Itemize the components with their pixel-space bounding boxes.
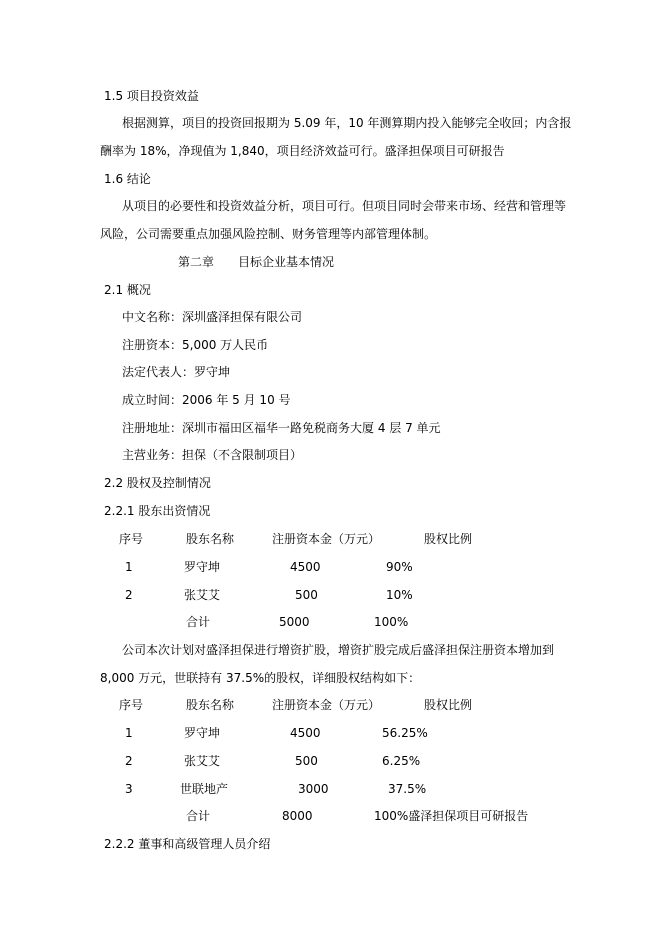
section-2-1-heading: 2.1 概况 — [104, 283, 151, 297]
table-cell: 1 — [125, 726, 133, 740]
table-cell: 37.5% — [388, 782, 427, 796]
section-2-2-1-heading: 2.2.1 股东出资情况 — [104, 504, 211, 518]
table-cell: 6.25% — [382, 754, 421, 768]
paragraph-line: 8,000 万元，世联持有 37.5%的股权，详细股权结构如下： — [100, 671, 421, 685]
total-ratio: 100%盛泽担保项目可研报告 — [374, 809, 529, 823]
table-cell: 10% — [386, 588, 413, 602]
table-cell: 2 — [125, 754, 133, 768]
paragraph-line: 公司本次计划对盛泽担保进行增资扩股，增资扩股完成后盛泽担保注册资本增加到 — [122, 643, 555, 657]
paragraph-line: 酬率为 18%，净现值为 1,840，项目经济效益可行。盛泽担保项目可研报告 — [100, 144, 505, 158]
info-main-business: 主营业务：担保（不含限制项目） — [122, 448, 303, 462]
table-cell: 世联地产 — [180, 782, 229, 796]
table-cell: 90% — [386, 560, 413, 574]
table-cell: 张艾艾 — [184, 588, 221, 602]
info-chinese-name: 中文名称：深圳盛泽担保有限公司 — [122, 310, 303, 324]
table-cell: 罗守坤 — [184, 560, 221, 574]
total-capital: 5000 — [279, 615, 310, 629]
table-cell: 500 — [295, 754, 318, 768]
total-label: 合计 — [186, 615, 211, 629]
total-capital: 8000 — [282, 809, 313, 823]
section-1-5-heading: 1.5 项目投资效益 — [104, 89, 199, 103]
section-2-2-heading: 2.2 股权及控制情况 — [104, 476, 211, 490]
header-cell: 序号 — [119, 698, 144, 712]
header-cell: 股权比例 — [424, 698, 473, 712]
total-label: 合计 — [186, 809, 211, 823]
paragraph-line: 从项目的必要性和投资效益分析，项目可行。但项目同时会带来市场、经营和管理等 — [122, 199, 567, 213]
header-cell: 股权比例 — [424, 532, 473, 546]
header-cell: 注册资本金（万元） — [272, 532, 381, 546]
info-established-date: 成立时间：2006 年 5 月 10 号 — [122, 393, 291, 407]
table-cell: 3000 — [298, 782, 329, 796]
header-cell: 注册资本金（万元） — [272, 698, 381, 712]
total-ratio: 100% — [374, 615, 409, 629]
table-cell: 2 — [125, 588, 133, 602]
header-cell: 序号 — [119, 532, 144, 546]
paragraph-line: 根据测算，项目的投资回报期为 5.09 年，10 年测算期内投入能够完全收回；内含报 — [122, 116, 572, 130]
paragraph-line: 风险，公司需要重点加强风险控制、财务管理等内部管理体制。 — [100, 227, 437, 241]
table-cell: 1 — [125, 560, 133, 574]
header-cell: 股东名称 — [186, 698, 235, 712]
table-cell: 4500 — [290, 726, 321, 740]
section-2-2-2-heading: 2.2.2 董事和高级管理人员介绍 — [104, 837, 271, 851]
table-cell: 张艾艾 — [184, 754, 221, 768]
table-cell: 500 — [295, 588, 318, 602]
table-cell: 罗守坤 — [184, 726, 221, 740]
table-cell: 3 — [125, 782, 133, 796]
table-cell: 4500 — [290, 560, 321, 574]
info-registered-address: 注册地址：深圳市福田区福华一路免税商务大厦 4 层 7 单元 — [122, 421, 441, 435]
section-1-6-heading: 1.6 结论 — [104, 172, 151, 186]
header-cell: 股东名称 — [186, 532, 235, 546]
info-legal-representative: 法定代表人：罗守坤 — [122, 365, 231, 379]
chapter-title: 第二章 目标企业基本情况 — [178, 255, 335, 269]
table-cell: 56.25% — [382, 726, 428, 740]
info-registered-capital: 注册资本：5,000 万人民币 — [122, 338, 269, 352]
